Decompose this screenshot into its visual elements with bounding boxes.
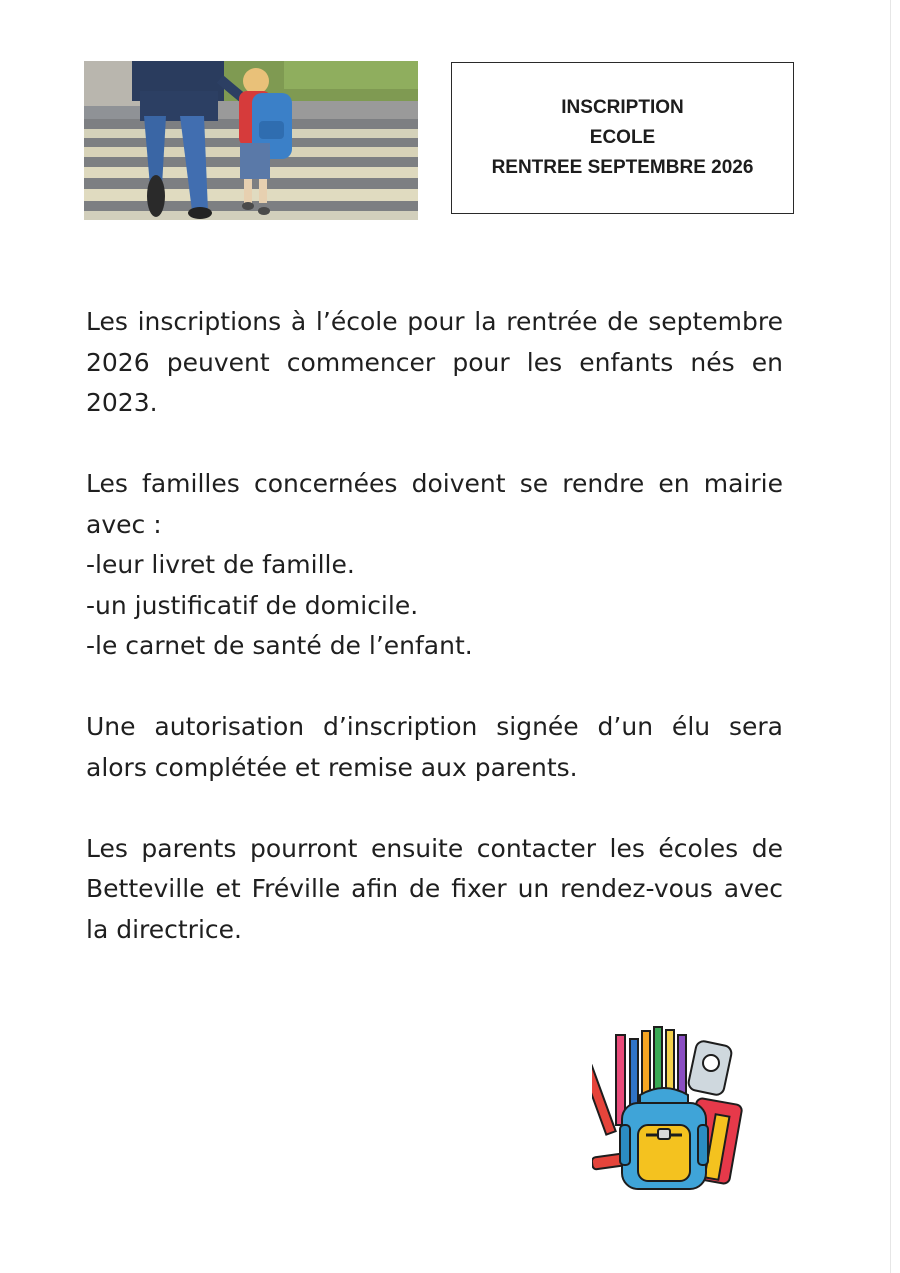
paragraph-authorization: Une autorisation d’inscription signée d’un élu sera alors complétée et remise aux parents. <box>86 712 783 782</box>
parent-child-walking-photo <box>84 61 418 220</box>
requirement-proof-of-address: -un justificatif de domicile. <box>86 590 419 620</box>
title-line-inscription: INSCRIPTION <box>561 97 684 118</box>
title-box <box>451 62 794 214</box>
title-line-rentree: RENTREE SEPTEMBRE 2026 <box>491 157 754 178</box>
announcement-body <box>86 302 783 991</box>
paragraph-enrollment-opening: Les inscriptions à l’école pour la rentrée de septembre 2026 peuvent commencer pour les enfants nés en 2023. <box>86 307 783 417</box>
paragraph-contact-schools: Les parents pourront ensuite contacter les écoles de Betteville et Fréville afin de fixer un rendez-vous avec la directrice. <box>86 833 783 944</box>
backpack-school-supplies-illustration <box>592 1025 744 1193</box>
scan-edge <box>890 0 891 1273</box>
requirement-health-record: -le carnet de santé de l’enfant. <box>86 631 473 660</box>
title-line-ecole: ECOLE <box>589 127 656 148</box>
paragraph-required-documents <box>86 464 783 667</box>
required-documents-intro: Les familles concernées doivent se rendre en mairie avec : <box>86 469 783 539</box>
requirement-family-booklet: -leur livret de famille. <box>86 550 355 579</box>
